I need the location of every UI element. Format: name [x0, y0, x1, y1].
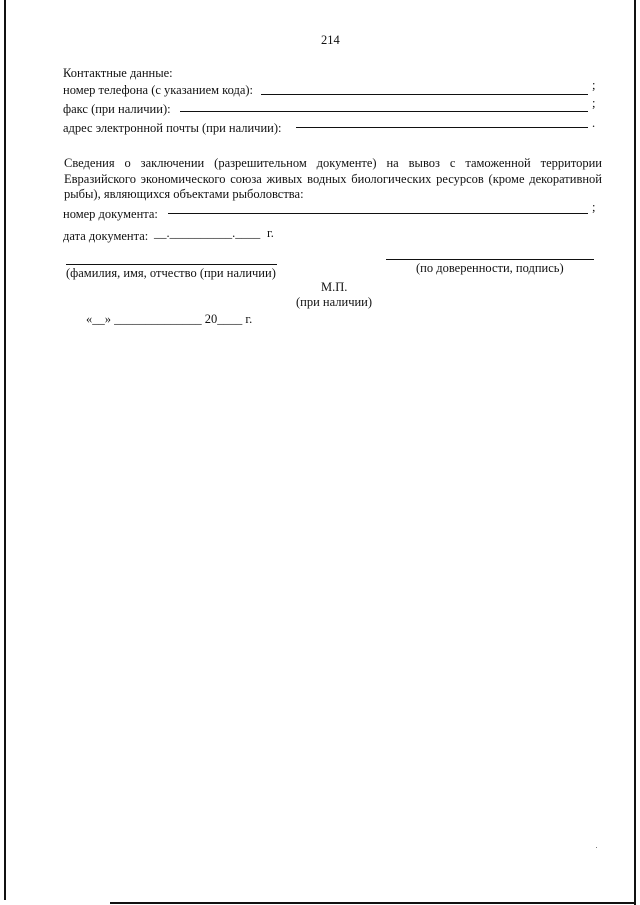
email-label: адрес электронной почты (при наличии): — [63, 121, 282, 135]
stamp-label: М.П. — [321, 280, 348, 294]
doc-number-label: номер документа: — [63, 207, 158, 221]
page-border-left — [4, 0, 6, 900]
signature-date-line[interactable]: «__» ______________ 20____ г. — [86, 312, 253, 326]
conclusion-paragraph: Сведения о заключении (разрешительном документе) на вывоз с таможенной территории Евразийского экономического союза живых водных биологических ресурсов (кроме декоративной рыбы), являющихся объектами рыболовства: — [64, 156, 602, 201]
fax-label: факс (при наличии): — [63, 102, 171, 116]
name-signature-line[interactable] — [66, 264, 277, 265]
page-border-right — [634, 0, 636, 905]
doc-date-suffix: г. — [267, 226, 274, 240]
fax-field-line[interactable] — [180, 111, 588, 112]
doc-number-end-mark: ; — [592, 200, 596, 214]
phone-end-mark: ; — [592, 78, 596, 92]
sign-caption: (по доверенности, подпись) — [416, 261, 564, 275]
doc-date-label: дата документа: — [63, 229, 149, 243]
email-field-line[interactable] — [296, 127, 588, 128]
page-border-bottom — [110, 902, 636, 904]
page-number: 214 — [321, 33, 340, 47]
phone-field-line[interactable] — [261, 94, 588, 95]
doc-date-field[interactable]: __.__________.____ — [154, 226, 261, 240]
proxy-signature-line[interactable] — [386, 259, 594, 260]
contacts-heading: Контактные данные: — [63, 66, 173, 80]
stamp-note: (при наличии) — [296, 295, 373, 309]
name-caption: (фамилия, имя, отчество (при наличии) — [66, 266, 276, 280]
email-end-mark: . — [592, 116, 596, 130]
fax-end-mark: ; — [592, 96, 596, 110]
doc-number-field-line[interactable] — [168, 213, 588, 214]
phone-label: номер телефона (с указанием кода): — [63, 83, 254, 97]
scan-speck — [596, 847, 597, 848]
